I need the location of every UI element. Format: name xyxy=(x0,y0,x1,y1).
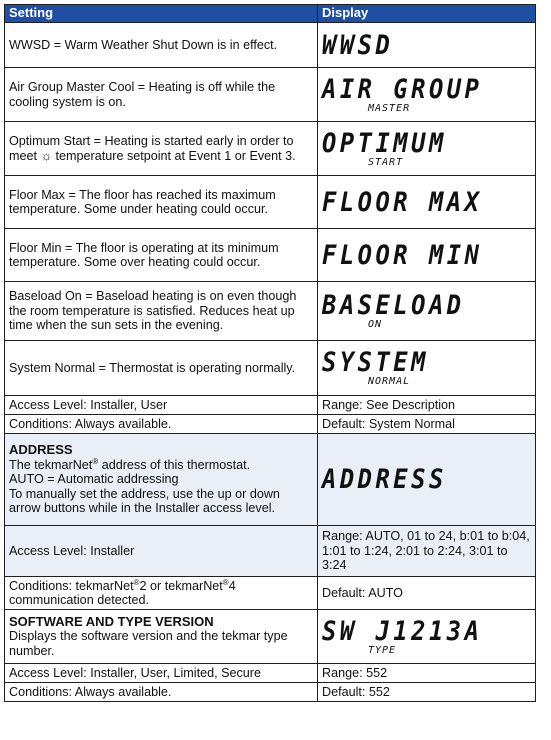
default: Default: 552 xyxy=(318,683,536,702)
mode-description: Floor Min = The floor is operating at its minimum temperature. Some over heating could occur. xyxy=(5,229,318,282)
mode-text: temperature setpoint at Event 1 or Event 3. xyxy=(52,148,296,163)
access-level: Access Level: Installer, User xyxy=(5,396,318,415)
registered-mark: ® xyxy=(92,456,99,466)
text: 4 communication detected. xyxy=(9,578,236,607)
table-row xyxy=(5,610,536,664)
default: Default: System Normal xyxy=(318,415,536,434)
mode-description: System Normal = Thermostat is operating normally. xyxy=(5,341,318,396)
lcd-display xyxy=(318,176,536,229)
access-level: Access Level: Installer xyxy=(5,526,318,577)
lcd-subtext: ON xyxy=(368,319,383,330)
lcd-text: OPTIMUM xyxy=(322,127,447,159)
access-level: Access Level: Installer, User, Limited, Secure xyxy=(5,664,318,683)
settings-table xyxy=(4,4,536,702)
lcd-display xyxy=(318,434,536,526)
table-row xyxy=(5,683,536,702)
registered-mark: ® xyxy=(222,577,229,587)
lcd-text: AIR GROUP xyxy=(322,73,483,105)
display-column-header: Display xyxy=(318,5,536,23)
lcd-subtext: TYPE xyxy=(368,644,397,656)
table-row xyxy=(5,664,536,683)
lcd-text: SYSTEM xyxy=(322,347,429,378)
default: Default: AUTO xyxy=(318,577,536,610)
mode-description: WWSD = Warm Weather Shut Down is in effect. xyxy=(5,23,318,68)
mode-description xyxy=(5,122,318,176)
lcd-display xyxy=(318,341,536,396)
lcd-subtext: START xyxy=(368,156,404,168)
address-description xyxy=(5,434,318,526)
table-row xyxy=(5,577,536,610)
conditions: Conditions: Always available. xyxy=(5,683,318,702)
range: Range: 552 xyxy=(318,664,536,683)
mode-text: Optimum Start = Heating is started early in order to meet xyxy=(9,134,294,163)
lcd-text: WWSD xyxy=(322,29,394,61)
lcd-text: SW J1213A xyxy=(322,615,483,647)
conditions xyxy=(5,577,318,610)
text: The tekmarNet xyxy=(9,457,93,472)
lcd-display xyxy=(318,122,536,176)
table-row xyxy=(5,68,536,122)
lcd-display xyxy=(318,229,536,282)
lcd-display xyxy=(318,68,536,122)
table-row xyxy=(5,23,536,68)
lcd-subtext: NORMAL xyxy=(368,376,411,387)
mode-description: Baseload On = Baseload heating is on even though the room temperature is satisfied. Reduces heat up time when the sun sets in the evening. xyxy=(5,282,318,341)
registered-mark: ® xyxy=(133,577,140,587)
section-title: SOFTWARE AND TYPE VERSION xyxy=(9,613,214,629)
lcd-display xyxy=(318,23,536,68)
description-line: To manually set the address, use the up or down arrow buttons while in the Installer access level. xyxy=(9,486,280,516)
sun-icon: ☼ xyxy=(40,148,53,163)
lcd-text: FLOOR MIN xyxy=(322,239,483,271)
lcd-text: ADDRESS xyxy=(322,464,447,495)
table-row xyxy=(5,415,536,434)
text: Conditions: tekmarNet xyxy=(9,578,134,593)
description-line xyxy=(9,458,313,473)
lcd-display xyxy=(318,610,536,664)
table-row xyxy=(5,396,536,415)
section-title: ADDRESS xyxy=(9,442,73,458)
table-row xyxy=(5,526,536,577)
description-line: AUTO = Automatic addressing xyxy=(9,472,179,487)
software-description xyxy=(5,610,318,664)
setting-column-header: Setting xyxy=(5,5,318,23)
lcd-text: BASELOAD xyxy=(322,290,465,321)
mode-description: Floor Max = The floor has reached its maximum temperature. Some under heating could occur. xyxy=(5,176,318,229)
mode-description: Air Group Master Cool = Heating is off while the cooling system is on. xyxy=(5,68,318,122)
table-header-row xyxy=(5,5,536,23)
table-row xyxy=(5,434,536,526)
table-row xyxy=(5,176,536,229)
text: address of this thermostat. xyxy=(98,457,251,472)
lcd-subtext: MASTER xyxy=(368,102,411,114)
conditions: Conditions: Always available. xyxy=(5,415,318,434)
text: 2 or tekmarNet xyxy=(139,578,223,593)
description-line: Displays the software version and the tekmar type number. xyxy=(9,629,288,658)
range: Range: See Description xyxy=(318,396,536,415)
lcd-display xyxy=(318,282,536,341)
range: Range: AUTO, 01 to 24, b:01 to b:04, 1:01 to 1:24, 2:01 to 2:24, 3:01 to 3:24 xyxy=(318,526,536,577)
table-row xyxy=(5,229,536,282)
table-row xyxy=(5,341,536,396)
table-row xyxy=(5,282,536,341)
lcd-text: FLOOR MAX xyxy=(322,186,483,218)
table-row xyxy=(5,122,536,176)
